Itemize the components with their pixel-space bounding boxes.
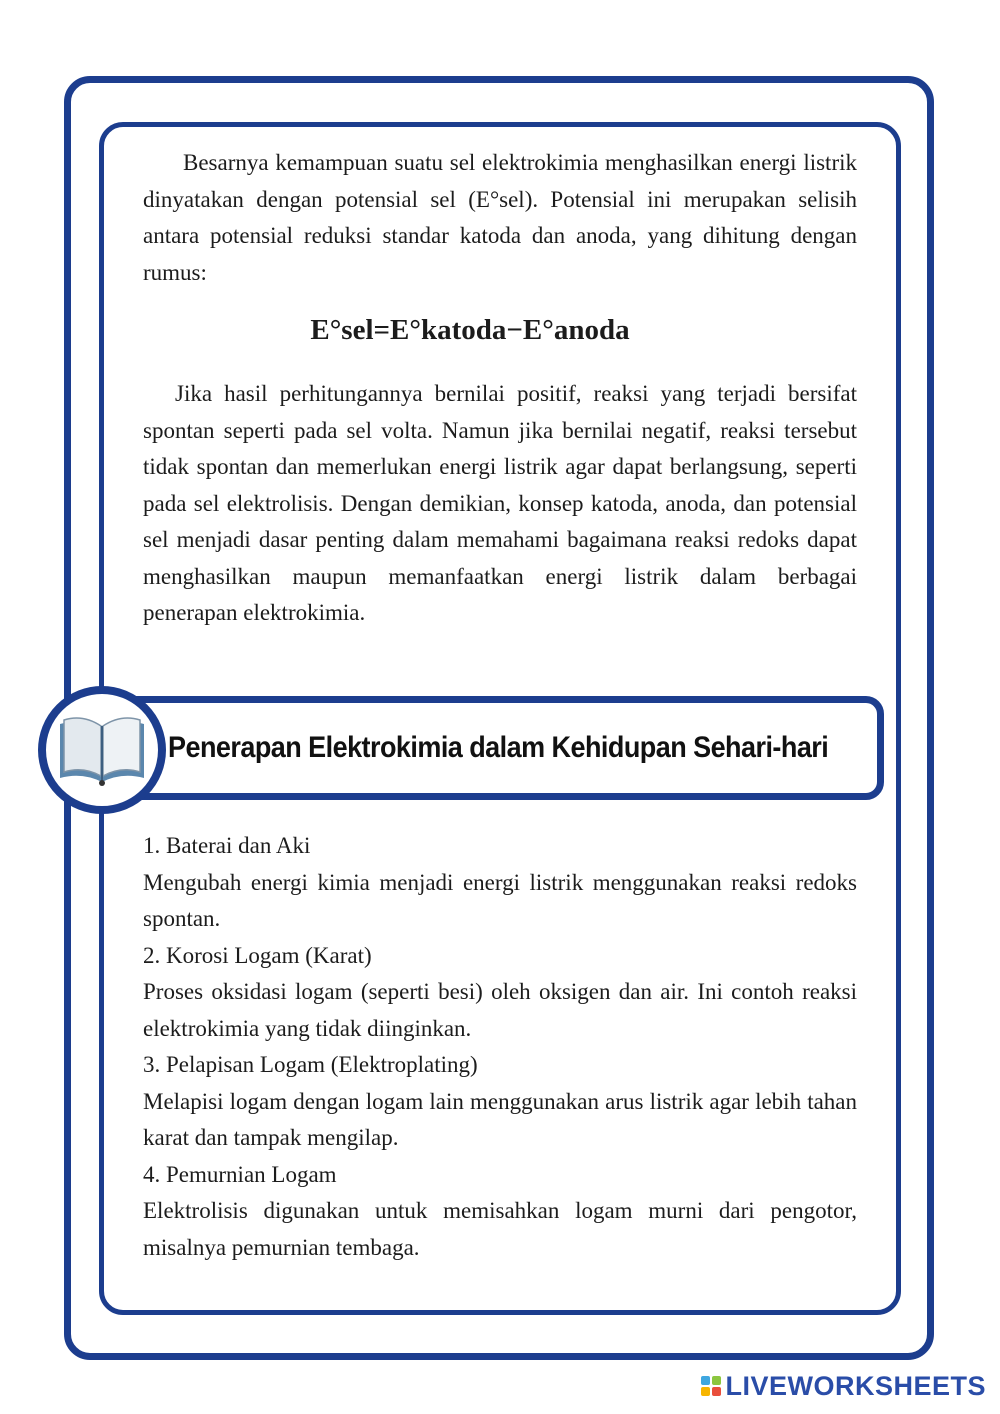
intro-paragraph: Besarnya kemampuan suatu sel elektrokimia menghasilkan energi listrik dinyatakan dengan potensial sel (E°sel). Potensial ini merupakan selisih antara potensial reduksi standar katoda dan anoda, yang dihitung dengan rumus: [143,150,857,285]
list-item-heading: 3. Pelapisan Logam (Elektroplating) [143,1052,478,1077]
list-item-description: Mengubah energi kimia menjadi energi listrik menggunakan reaksi redoks spontan. [143,869,857,931]
list-item-description: Proses oksidasi logam (seperti besi) oleh oksigen dan air. Ini contoh reaksi elektrokimia yang tidak diinginkan. [143,979,857,1041]
liveworksheets-logo-icon [701,1376,721,1396]
explanation-paragraph: Jika hasil perhitungannya bernilai positif, reaksi yang terjadi bersifat spontan seperti pada sel volta. Namun jika bernilai negatif, reaksi tersebut tidak spontan dan memerlukan energi listrik agar dapat berlangsung, seperti pada sel elektrolisis. Dengan demikian, konsep katoda, anoda, dan potensial sel menjadi dasar penting dalam memahami bagaimana reaksi redoks dapat menghasilkan maupun memanfaatkan energi listrik dalam berbagai penerapan elektrokimia. [143,381,857,625]
liveworksheets-watermark [701,1366,986,1406]
list-item-description: Melapisi logam dengan logam lain menggunakan arus listrik agar lebih tahan karat dan tampak mengilap. [143,1088,857,1150]
explanation-paragraph-block [143,376,857,632]
intro-paragraph-block [143,145,857,291]
list-item-heading: 4. Pemurnian Logam [143,1161,337,1187]
section-title: Penerapan Elektrokimia dalam Kehidupan Sehari-hari [168,731,829,764]
applications-list [143,828,857,1266]
section-icon-badge [38,686,166,814]
list-item-heading: 2. Korosi Logam (Karat) [143,942,372,968]
open-book-icon [56,710,148,790]
list-item-description: Elektrolisis digunakan untuk memisahkan logam murni dari pengotor, misalnya pemurnian tembaga. [143,1198,857,1260]
cell-potential-formula: E°sel=E°katoda−E°anoda [310,314,630,346]
list-item-heading: 1. Baterai dan Aki [143,833,311,858]
watermark-text: LIVEWORKSHEETS [725,1370,986,1401]
